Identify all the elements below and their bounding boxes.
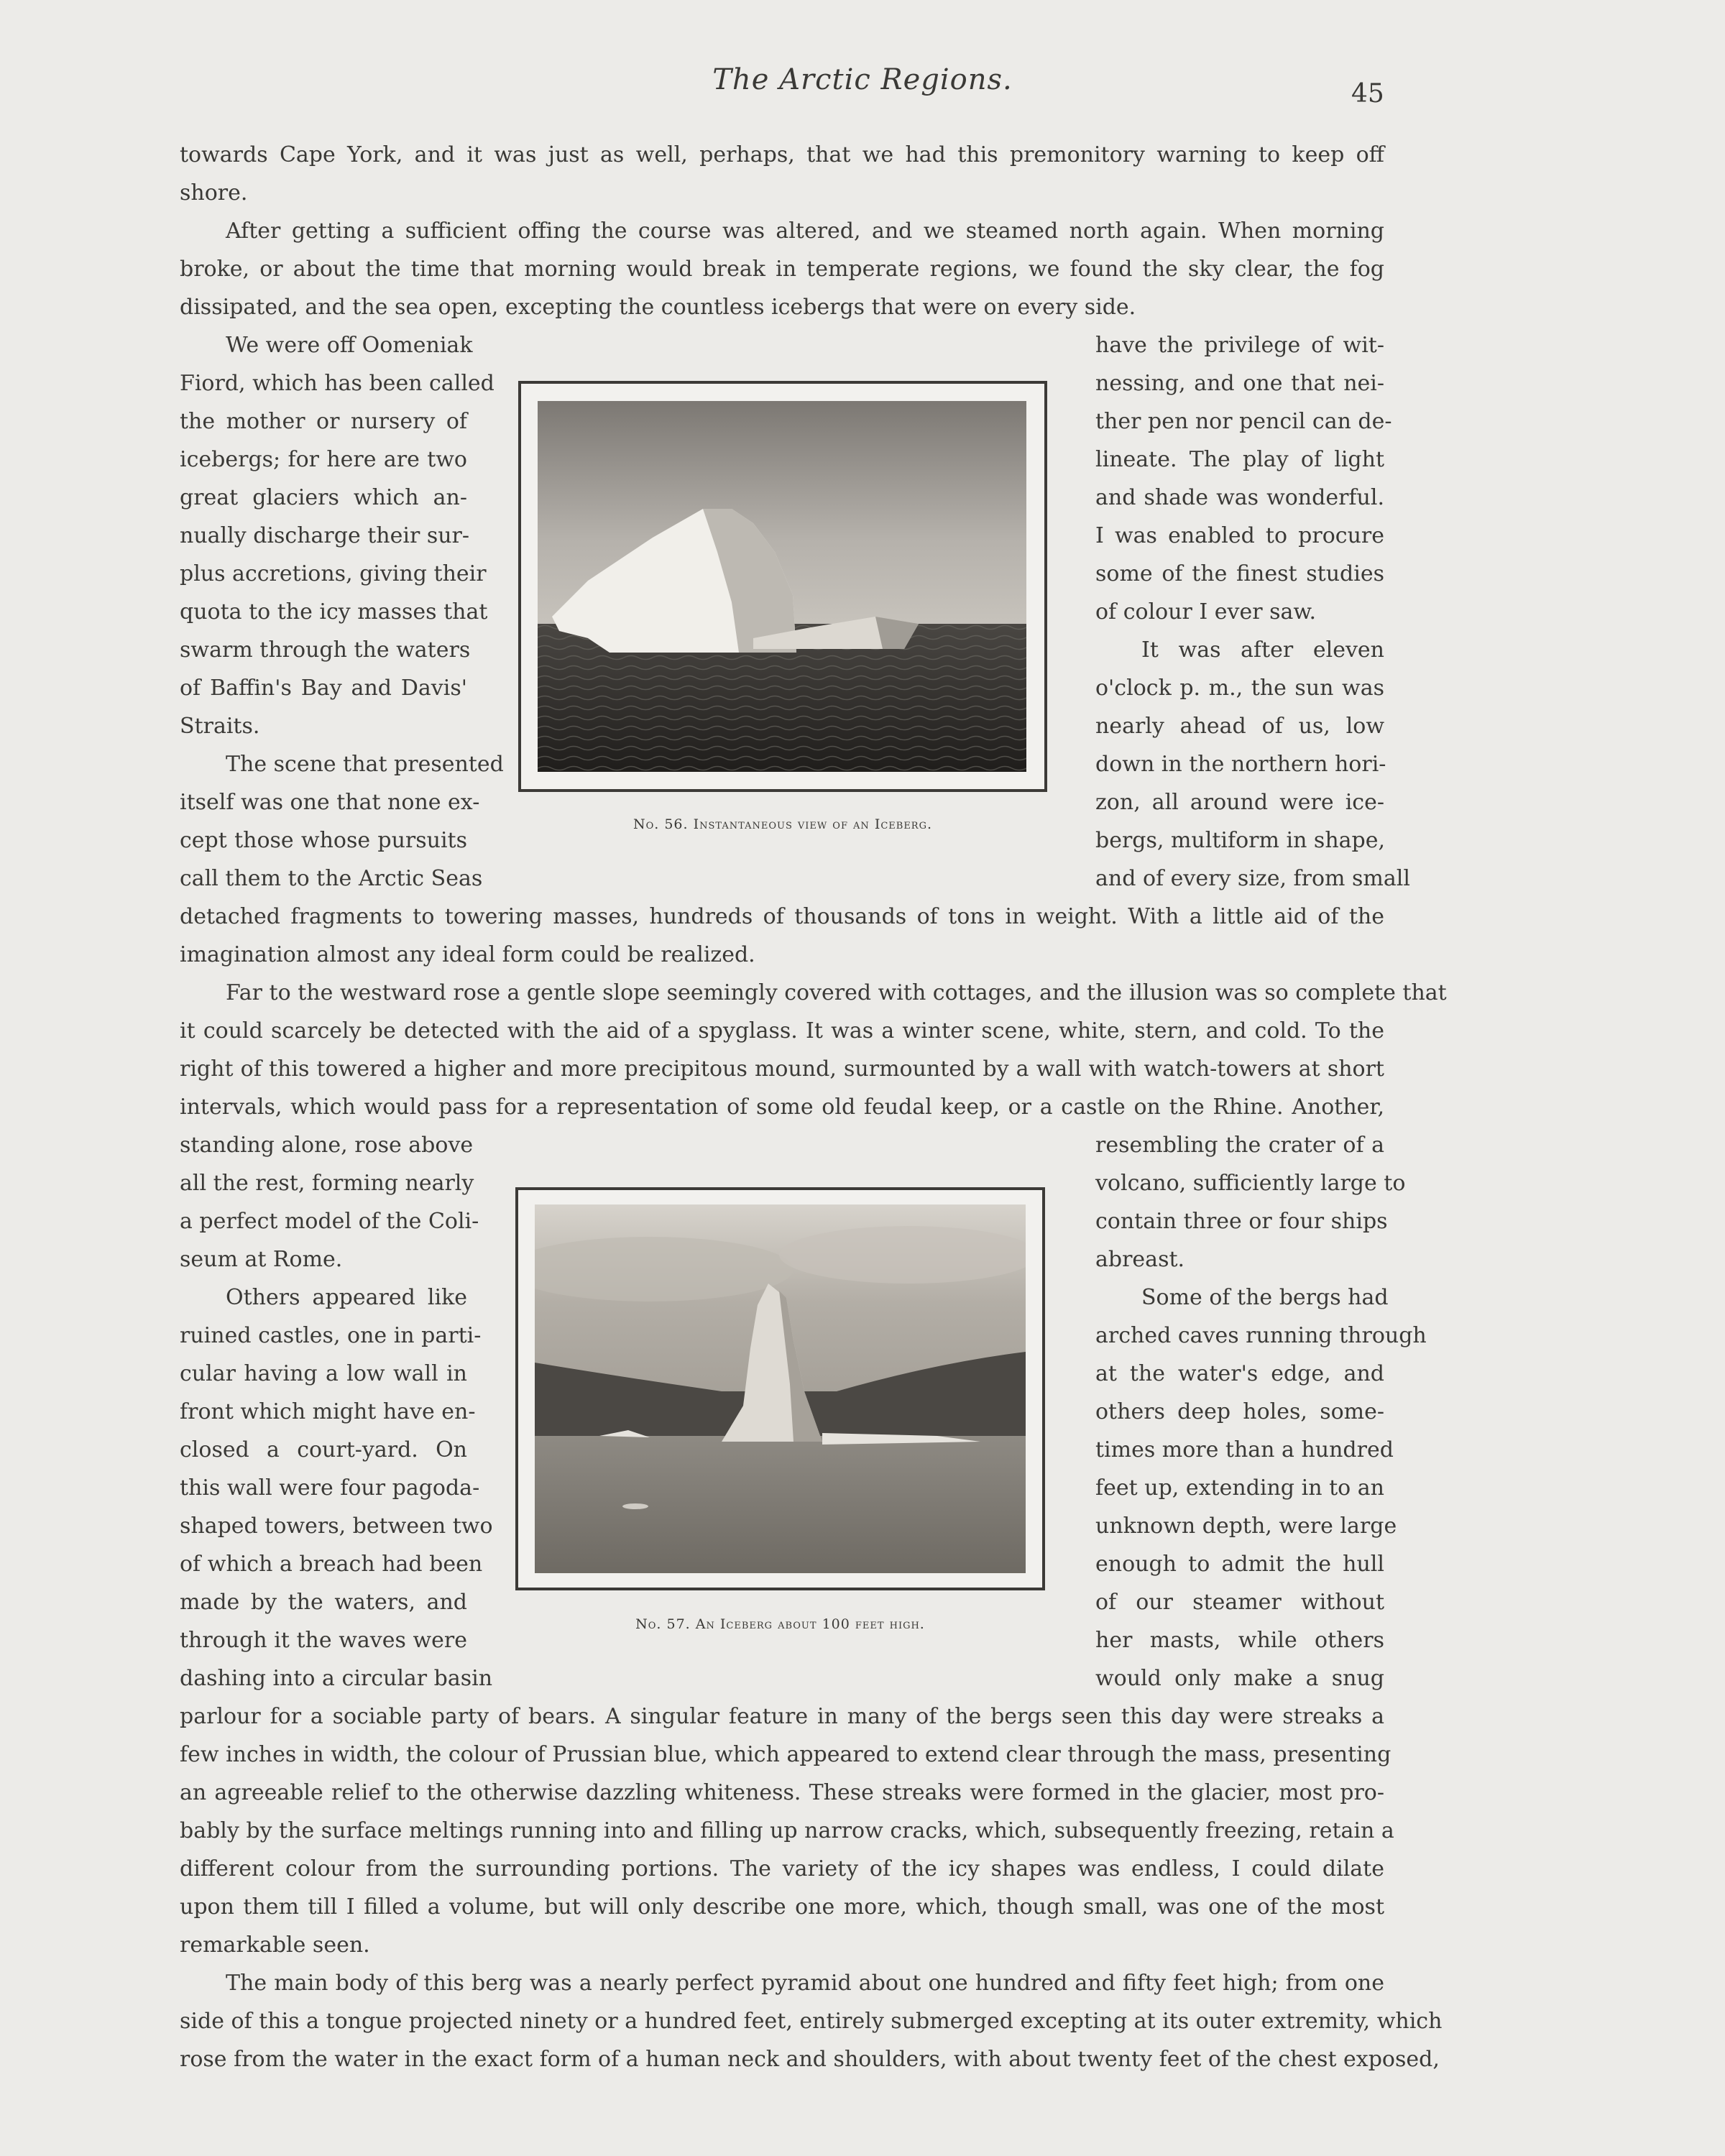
text-line: Fiord, which has been called <box>180 371 494 396</box>
text-line: others deep holes, some- <box>1095 1399 1384 1424</box>
text-line: shore. <box>180 180 248 206</box>
text-line: volcano, sufficiently large to <box>1095 1171 1406 1196</box>
text-line: ruined castles, one in parti- <box>180 1323 482 1348</box>
text-line: detached fragments to towering masses, hundreds of thousands of tons in weight. With a little aid of the <box>180 904 1384 929</box>
text-line: closed a court-yard. On <box>180 1437 467 1462</box>
text-line: swarm through the waters <box>180 637 471 663</box>
running-title: The Arctic Regions. <box>712 63 1013 96</box>
text-line: We were off Oomeniak <box>226 333 473 358</box>
text-line: it could scarcely be detected with the aid of a spyglass. It was a winter scene, white, stern, and cold. To the <box>180 1018 1384 1044</box>
text-line: dissipated, and the sea open, excepting the countless icebergs that were on every side. <box>180 295 1136 320</box>
text-line: and shade was wonderful. <box>1095 485 1384 510</box>
text-line: at the water's edge, and <box>1095 1361 1384 1386</box>
text-line: parlour for a sociable party of bears. A singular feature in many of the bergs seen this day were streaks a <box>180 1704 1384 1729</box>
text-line: abreast. <box>1095 1247 1185 1272</box>
text-line: remarkable seen. <box>180 1932 370 1958</box>
text-line: The scene that presented <box>226 752 504 777</box>
text-line: dashing into a circular basin <box>180 1666 493 1691</box>
text-line: seum at Rome. <box>180 1247 343 1272</box>
text-line: Straits. <box>180 714 260 739</box>
text-line: cept those whose pursuits <box>180 828 467 853</box>
text-line: o'clock p. m., the sun was <box>1095 676 1384 701</box>
text-line: After getting a sufficient offing the course was altered, and we steamed north again. When morning <box>226 218 1384 244</box>
text-line: towards Cape York, and it was just as well, perhaps, that we had this premonitory warning to keep off <box>180 142 1384 167</box>
text-line: shaped towers, between two <box>180 1514 493 1539</box>
text-line: resembling the crater of a <box>1095 1133 1384 1158</box>
text-line: arched caves running through <box>1095 1323 1427 1348</box>
text-line: quota to the icy masses that <box>180 599 488 625</box>
text-line: of Baffin's Bay and Davis' <box>180 676 467 701</box>
text-line: I was enabled to procure <box>1095 523 1384 548</box>
text-line: Others appeared like <box>226 1285 467 1310</box>
text-line: of our steamer without <box>1095 1590 1384 1615</box>
text-line: would only make a snug <box>1095 1666 1384 1691</box>
text-line: a perfect model of the Coli- <box>180 1209 479 1234</box>
page-number: 45 <box>1351 79 1384 109</box>
text-line: feet up, extending in to an <box>1095 1475 1384 1501</box>
text-line: rose from the water in the exact form of a human neck and shoulders, with about twenty feet of the chest exposed, <box>180 2047 1440 2072</box>
text-line: of colour I ever saw. <box>1095 599 1317 625</box>
text-line: upon them till I filled a volume, but will only describe one more, which, though small, was one of the most <box>180 1894 1384 1920</box>
text-line: It was after eleven <box>1141 637 1384 663</box>
text-line: bergs, multiform in shape, <box>1095 828 1386 853</box>
text-line: side of this a tongue projected ninety or a hundred feet, entirely submerged excepting at its outer extremity, which <box>180 2009 1443 2034</box>
text-line: all the rest, forming nearly <box>180 1171 474 1196</box>
text-line: Far to the westward rose a gentle slope seemingly covered with cottages, and the illusion was so complete that <box>226 980 1447 1005</box>
text-line: some of the finest studies <box>1095 561 1384 586</box>
plate-caption: No. 56. Instantaneous view of an Iceberg. <box>632 816 933 832</box>
text-line: this wall were four pagoda- <box>180 1475 480 1501</box>
text-line: front which might have en- <box>180 1399 476 1424</box>
text-line: cular having a low wall in <box>180 1361 467 1386</box>
text-line: of which a breach had been <box>180 1552 483 1577</box>
text-line: imagination almost any ideal form could be realized. <box>180 942 755 967</box>
text-line: enough to admit the hull <box>1095 1552 1384 1577</box>
text-line: have the privilege of wit- <box>1095 333 1384 358</box>
text-line: plus accretions, giving their <box>180 561 487 586</box>
text-line: unknown depth, were large <box>1095 1514 1397 1539</box>
text-line: lineate. The play of light <box>1095 447 1384 472</box>
text-line: great glaciers which an- <box>180 485 467 510</box>
text-line: down in the northern hori- <box>1095 752 1386 777</box>
text-line: itself was one that none ex- <box>180 790 480 815</box>
iceberg-photo-image <box>535 1204 1026 1573</box>
text-line: through it the waves were <box>180 1628 467 1653</box>
text-line: Some of the bergs had <box>1141 1285 1389 1310</box>
text-line: made by the waters, and <box>180 1590 467 1615</box>
text-line: ther pen nor pencil can de- <box>1095 409 1392 434</box>
iceberg-photo-image <box>538 401 1026 772</box>
text-line: right of this towered a higher and more precipitous mound, surmounted by a wall with watch-towers at short <box>180 1056 1384 1082</box>
text-line: times more than a hundred <box>1095 1437 1394 1462</box>
text-line: bably by the surface meltings running into and filling up narrow cracks, which, subsequently freezing, retain a <box>180 1818 1394 1843</box>
iceberg-photo <box>535 1204 1026 1573</box>
text-line: standing alone, rose above <box>180 1133 474 1158</box>
text-line: nually discharge their sur- <box>180 523 470 548</box>
text-line: few inches in width, the colour of Prussian blue, which appeared to extend clear through the mass, presenting <box>180 1742 1392 1767</box>
iceberg-photo <box>538 401 1026 772</box>
text-line: icebergs; for here are two <box>180 447 467 472</box>
text-line: the mother or nursery of <box>180 409 467 434</box>
text-line: nearly ahead of us, low <box>1095 714 1384 739</box>
text-line: an agreeable relief to the otherwise dazzling whiteness. These streaks were formed in the glacier, most pro- <box>180 1780 1384 1805</box>
text-line: and of every size, from small <box>1095 866 1410 891</box>
text-line: different colour from the surrounding portions. The variety of the icy shapes was endless, I could dilate <box>180 1856 1384 1881</box>
text-line: zon, all around were ice- <box>1095 790 1384 815</box>
text-line: her masts, while others <box>1095 1628 1384 1653</box>
text-line: broke, or about the time that morning would break in temperate regions, we found the sky clear, the fog <box>180 257 1384 282</box>
text-line: contain three or four ships <box>1095 1209 1388 1234</box>
text-line: call them to the Arctic Seas <box>180 866 483 891</box>
text-line: nessing, and one that nei- <box>1095 371 1384 396</box>
text-line: intervals, which would pass for a representation of some old feudal keep, or a castle on the Rhine. Another, <box>180 1095 1384 1120</box>
text-line: The main body of this berg was a nearly perfect pyramid about one hundred and fifty feet high; from one <box>226 1971 1384 1996</box>
plate-caption: No. 57. An Iceberg about 100 feet high. <box>635 1616 925 1632</box>
